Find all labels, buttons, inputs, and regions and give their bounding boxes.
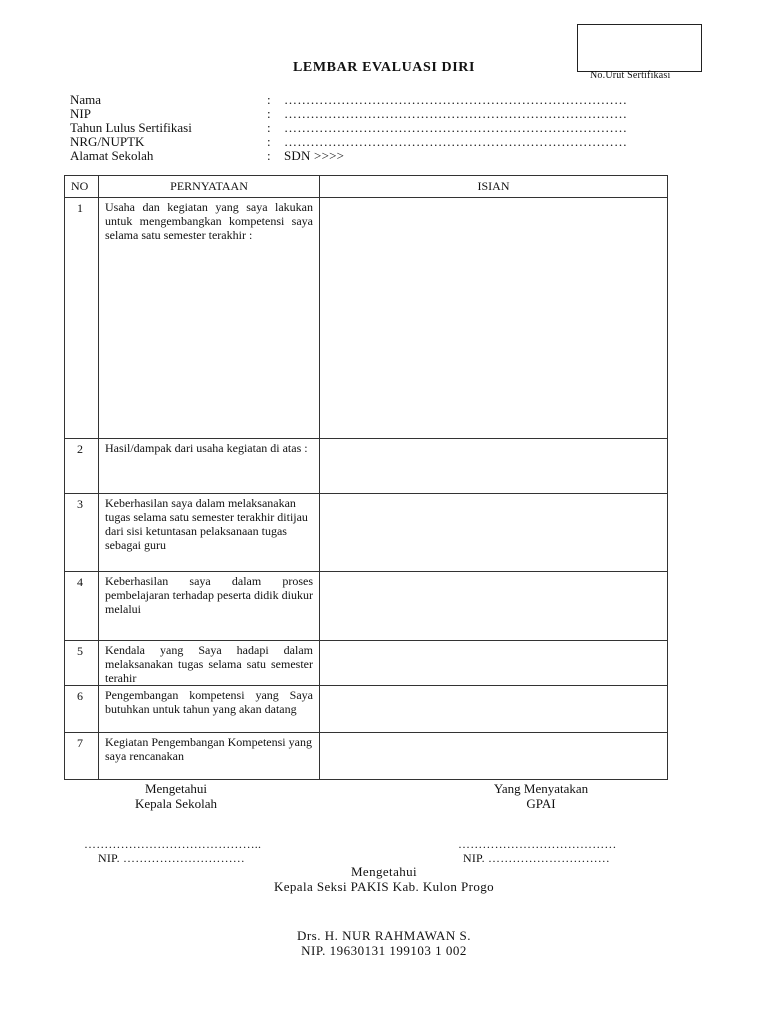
header-answer: ISIAN	[320, 176, 668, 198]
signature-left-heading	[96, 781, 256, 811]
identity-colon: :	[267, 106, 271, 121]
identity-value: ……………………………………………………………………	[284, 106, 628, 121]
cert-number-label: No.Urut Sertifikasi	[590, 70, 671, 81]
table-row	[65, 572, 668, 641]
signature-right-nip: NIP. …………………………	[463, 851, 611, 865]
signature-bottom-name: Drs. H. NUR RAHMAWAN S.	[296, 928, 472, 943]
signature-bottom-line2: Kepala Seksi PAKIS Kab. Kulon Progo	[273, 879, 495, 894]
signature-right-line2: GPAI	[526, 796, 556, 811]
table-row	[65, 733, 668, 780]
row-answer-cell[interactable]	[320, 572, 668, 641]
identity-label: Nama	[70, 92, 102, 107]
row-answer-cell[interactable]	[320, 733, 668, 780]
row-statement: Pengembangan kompetensi yang Saya butuhkan untuk tahun yang akan datang	[99, 686, 320, 733]
table-row	[65, 686, 668, 733]
signature-right-line1: Yang Menyatakan	[493, 781, 589, 796]
identity-value: ……………………………………………………………………	[284, 134, 628, 149]
page-title: LEMBAR EVALUASI DIRI	[292, 60, 476, 75]
signature-left-nip: NIP. …………………………	[98, 851, 246, 865]
identity-colon: :	[267, 92, 271, 107]
row-statement: Usaha dan kegiatan yang saya lakukan untuk mengembangkan kompetensi saya selama satu semester terakhir :	[99, 198, 320, 439]
signature-bottom-nip: NIP. 19630131 199103 1 002	[301, 943, 467, 958]
identity-label: Alamat Sekolah	[70, 148, 154, 163]
row-statement: Hasil/dampak dari usaha kegiatan di atas :	[99, 439, 320, 494]
identity-value: SDN >>>>	[284, 148, 345, 163]
table-row	[65, 641, 668, 686]
row-statement: Keberhasilan saya dalam proses pembelajaran terhadap peserta didik diukur melalui	[99, 572, 320, 641]
row-answer-cell[interactable]	[320, 439, 668, 494]
signature-bottom-line1: Mengetahui	[350, 864, 418, 879]
signature-bottom-heading	[0, 864, 768, 894]
row-answer-cell[interactable]	[320, 198, 668, 439]
identity-colon: :	[267, 134, 271, 149]
row-number: 5	[65, 641, 99, 686]
signature-right-heading	[466, 781, 616, 811]
signature-left-line1: Mengetahui	[144, 781, 208, 796]
row-answer-cell[interactable]	[320, 494, 668, 572]
identity-label: Tahun Lulus Sertifikasi	[70, 120, 192, 135]
signature-left-name-line: ……………………………………..	[84, 837, 262, 851]
row-number: 4	[65, 572, 99, 641]
row-number: 3	[65, 494, 99, 572]
signature-right-name-line: …………………………………	[458, 837, 617, 851]
table-header-row	[65, 176, 668, 198]
table-row	[65, 494, 668, 572]
identity-colon: :	[267, 148, 271, 163]
row-number: 2	[65, 439, 99, 494]
row-answer-cell[interactable]	[320, 641, 668, 686]
row-statement: Keberhasilan saya dalam melaksanakan tugas selama satu semester terakhir ditijau dari sisi ketuntasan pelaksanaan tugas sebagai guru	[99, 494, 320, 572]
identity-label: NIP	[70, 106, 91, 121]
table-row	[65, 198, 668, 439]
identity-value: ……………………………………………………………………	[284, 92, 628, 107]
row-statement: Kegiatan Pengembangan Kompetensi yang saya rencanakan	[99, 733, 320, 780]
row-statement: Kendala yang Saya hadapi dalam melaksanakan tugas selama satu semester terahir	[99, 641, 320, 686]
header-no: NO	[65, 176, 99, 198]
signature-left-line2: Kepala Sekolah	[135, 796, 217, 811]
evaluation-table	[64, 175, 668, 780]
table-row	[65, 439, 668, 494]
row-number: 7	[65, 733, 99, 780]
row-answer-cell[interactable]	[320, 686, 668, 733]
header-statement: PERNYATAAN	[99, 176, 320, 198]
identity-value: ……………………………………………………………………	[284, 120, 628, 135]
signature-bottom-block	[0, 928, 768, 958]
identity-colon: :	[267, 120, 271, 135]
identity-label: NRG/NUPTK	[70, 134, 145, 149]
row-number: 6	[65, 686, 99, 733]
row-number: 1	[65, 198, 99, 439]
